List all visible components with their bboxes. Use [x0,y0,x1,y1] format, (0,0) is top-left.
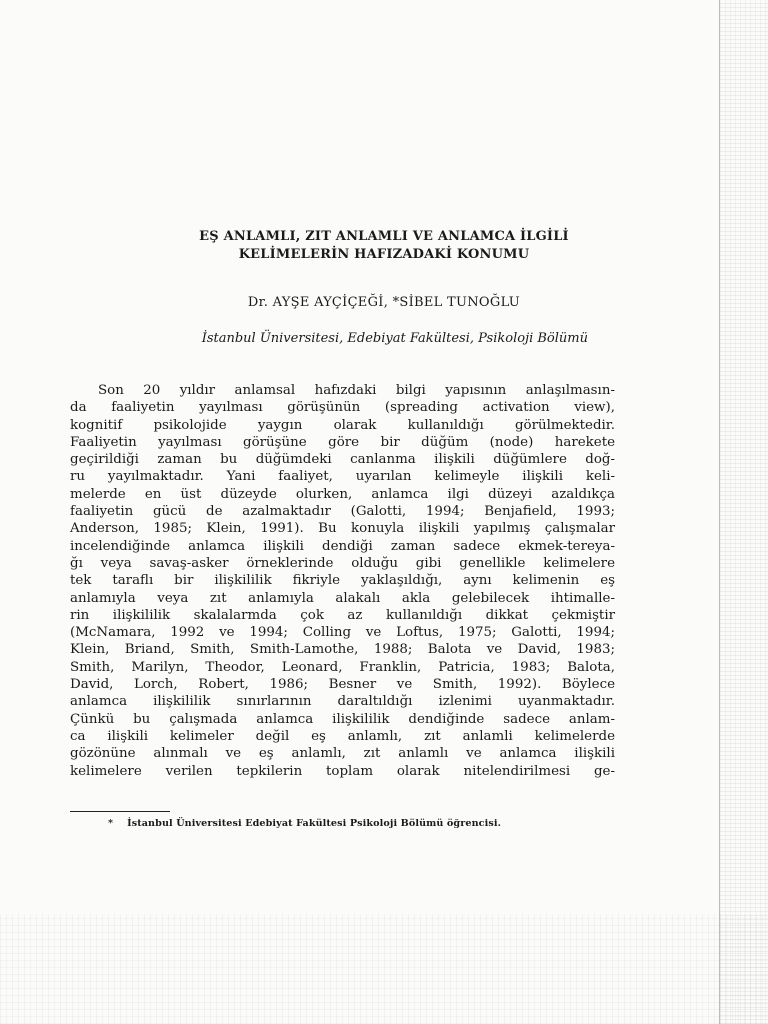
body-line: incelendiğinde anlamca ilişkili dendiği zaman sadece ekmek-tereya- [70,538,615,554]
body-paragraph [70,382,615,780]
body-line: geçirildiği zaman bu düğümdeki canlanma ilişkili düğümlere doğ- [70,452,615,468]
scan-page-edge [719,0,720,1024]
footnote-text: İstanbul Üniversitesi Edebiyat Fakültesi Psikoloji Bölümü öğrencisi. [127,818,502,829]
author-affiliation [0,331,740,346]
body-line: rin ilişkililik skalalarmda çok az kullanıldığı dikkat çekmiştir [70,607,615,623]
body-line: Smith, Marilyn, Theodor, Leonard, Franklin, Patricia, 1983; Balota, [70,659,615,675]
scan-bottom-noise [0,914,768,1024]
footnote [108,818,501,829]
body-line: Faaliyetin yayılması görüşüne göre bir düğüm (node) harekete [70,434,615,450]
article-title-line-1: EŞ ANLAMLI, ZIT ANLAMLI VE ANLAMCA İLGİLİ [199,229,569,244]
body-line: melerde en üst düzeyde olurken, anlamca ilgi düzeyi azaldıkça [70,486,615,502]
body-line: Anderson, 1985; Klein, 1991). Bu konuyla ilişkili yapılmış çalışmalar [70,521,615,537]
body-line: anlamıyla veya zıt anlamıyla alakalı akla gelebilecek ihtimalle- [70,590,615,606]
body-line: faaliyetin gücü de azalmaktadır (Galotti, 1994; Benjafield, 1993; [70,504,615,520]
scan-margin-noise [720,0,768,1024]
body-line: ca ilişkili kelimeler değil eş anlamlı, zıt anlamli kelimelerde [70,728,615,744]
body-line: kelimelere verilen tepkilerin toplam olarak nitelendirilmesi ge- [70,763,615,779]
body-line: (McNamara, 1992 ve 1994; Colling ve Loftus, 1975; Galotti, 1994; [70,625,615,641]
footnote-marker: * [108,818,114,829]
body-line: gözönüne alınmalı ve eş anlamlı, zıt anlamlı ve anlamca ilişkili [70,746,615,762]
article-title-line-2: KELİMELERİN HAFIZADAKİ KONUMU [238,247,530,262]
body-line: tek taraflı bir ilişkililik fikriyle yaklaşıldığı, aynı kelimenin eş [70,573,615,589]
body-line: ru yayılmaktadır. Yani faaliyet, uyarılan kelimeyle ilişkili keli- [70,469,615,485]
footnote-rule [70,811,170,812]
body-line: Çünkü bu çalışmada anlamca ilişkililik dendiğinde sadece anlam- [70,711,615,727]
author-names: Dr. AYŞE AYÇİÇEĞİ, *SİBEL TUNOĞLU [247,295,521,310]
body-line: Klein, Briand, Smith, Smith-Lamothe, 1988; Balota ve David, 1983; [70,642,615,658]
body-line: anlamca ilişkililik sınırlarının daraltıldığı izlenimi uyanmaktadır. [70,694,615,710]
body-line: ğı veya savaş-asker örneklerinde olduğu gibi genellikle kelimelere [70,555,615,571]
affiliation-text: İstanbul Üniversitesi, Edebiyat Fakültesi, Psikoloji Bölümü [201,331,588,346]
body-line: da faaliyetin yayılması görüşünün (spreading activation view), [70,400,615,416]
body-line: Son 20 yıldır anlamsal hafızdaki bilgi yapısının anlaşılmasın- [98,383,615,398]
body-line: kognitif psikolojide yaygın olarak kullanıldığı görülmektedir. [70,417,615,433]
body-line: David, Lorch, Robert, 1986; Besner ve Smith, 1992). Böylece [70,677,615,693]
